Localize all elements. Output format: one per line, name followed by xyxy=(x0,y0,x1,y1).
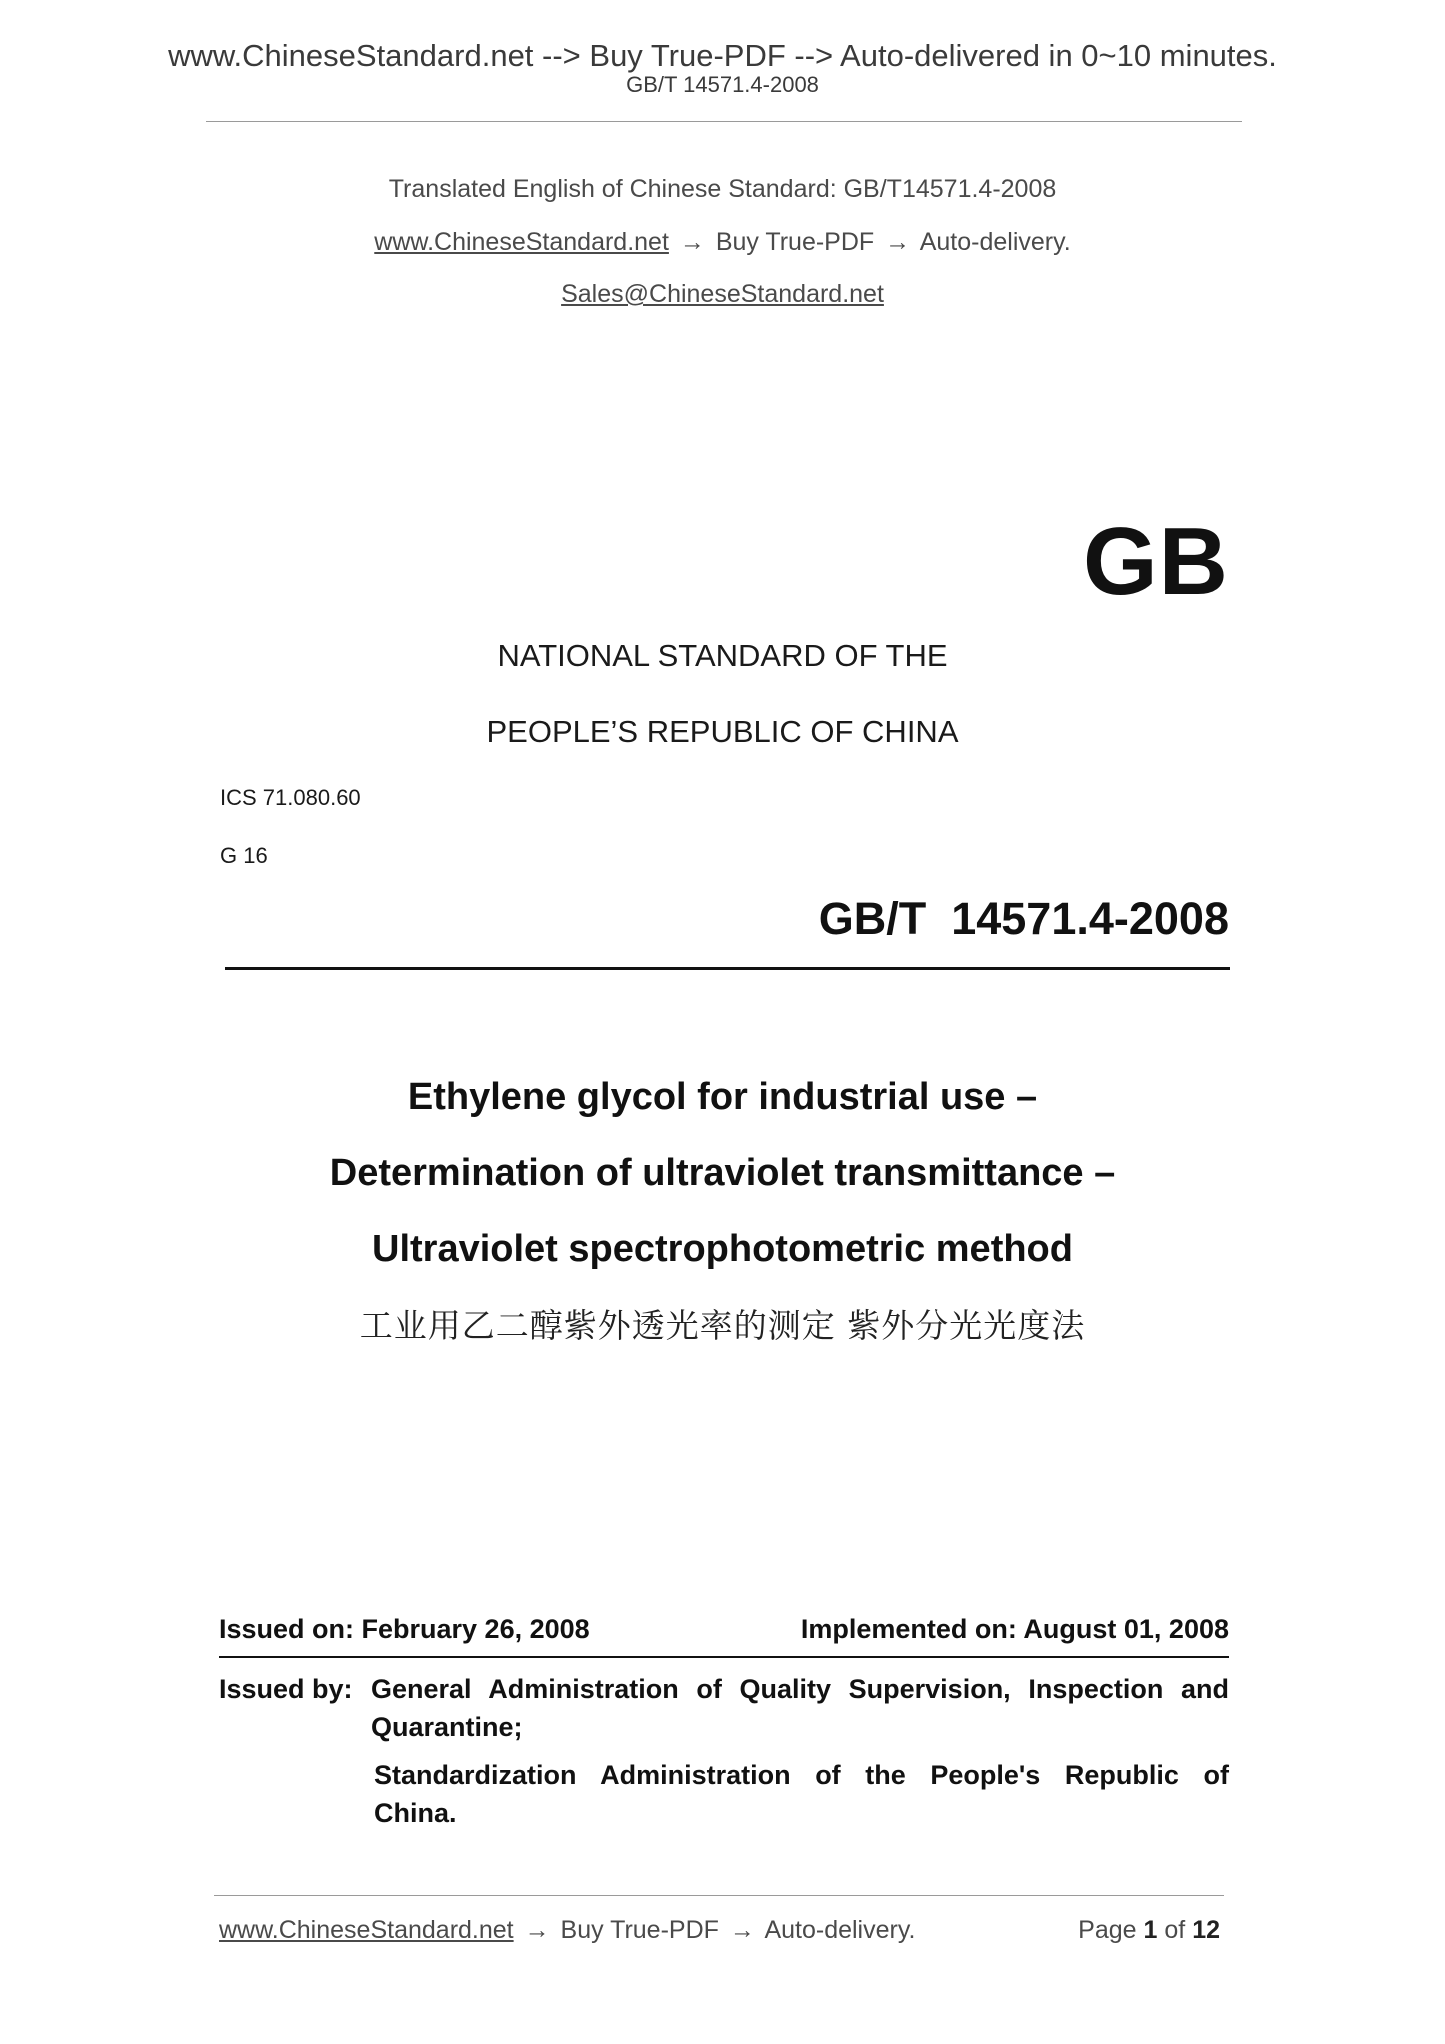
footer-buy-text: Buy True-PDF xyxy=(560,1916,719,1944)
top-banner: www.ChineseStandard.net --> Buy True-PDF --> Auto-delivered in 0~10 minutes. xyxy=(168,38,1277,73)
buy-text: Buy True-PDF xyxy=(715,228,875,256)
arrow-right-icon: → xyxy=(729,1916,755,1944)
of-label: of xyxy=(1164,1916,1186,1944)
issued-on-date: Issued on: February 26, 2008 xyxy=(219,1614,590,1644)
sales-email-link[interactable]: Sales@ChineseStandard.net xyxy=(561,280,884,308)
page-total: 12 xyxy=(1192,1916,1220,1944)
issued-divider xyxy=(219,1656,1229,1658)
national-standard-line1: NATIONAL STANDARD OF THE xyxy=(497,638,948,673)
translated-notice: Translated English of Chinese Standard: GB/T14571.4-2008 xyxy=(388,175,1057,203)
issuing-org-1 xyxy=(371,1670,1229,1746)
page-indicator xyxy=(1078,1915,1220,1945)
footer-site-link[interactable]: www.ChineseStandard.net xyxy=(219,1916,514,1944)
footer-auto-delivery-text: Auto-delivery. xyxy=(764,1916,916,1944)
standard-number-divider xyxy=(225,967,1230,970)
site-link[interactable]: www.ChineseStandard.net xyxy=(374,228,669,256)
ics-code: ICS 71.080.60 xyxy=(220,785,361,810)
issuing-org-1-line1: General Administration of Quality Supervision, Inspection and xyxy=(371,1674,1229,1704)
issuing-org-2 xyxy=(374,1756,1229,1832)
document-title-chinese: 工业用乙二醇紫外透光率的测定 紫外分光光度法 xyxy=(359,1306,1086,1345)
issuing-org-2-line1: Standardization Administration of the People's Republic of xyxy=(374,1760,1229,1790)
implemented-on-date: Implemented on: August 01, 2008 xyxy=(800,1614,1229,1644)
national-standard-line2: PEOPLE’S REPUBLIC OF CHINA xyxy=(486,714,959,749)
arrow-right-icon: → xyxy=(524,1916,550,1944)
issued-by-label: Issued by: xyxy=(219,1674,353,1704)
footer-purchase-line xyxy=(219,1915,915,1945)
footer-divider xyxy=(214,1895,1224,1896)
page-label: Page xyxy=(1078,1916,1137,1944)
header-divider xyxy=(206,121,1242,122)
email-line xyxy=(0,279,1445,309)
purchase-line xyxy=(0,227,1445,257)
auto-delivery-text: Auto-delivery. xyxy=(919,228,1071,256)
arrow-right-icon: → xyxy=(885,228,911,256)
document-title-line1: Ethylene glycol for industrial use – xyxy=(407,1076,1038,1118)
issuing-org-1-line2: Quarantine; xyxy=(371,1712,523,1742)
page-current: 1 xyxy=(1143,1916,1158,1944)
running-header-doc-id: GB/T 14571.4-2008 xyxy=(626,72,819,97)
ccs-code: G 16 xyxy=(220,843,268,868)
document-title-line2: Determination of ultraviolet transmittance – xyxy=(329,1152,1116,1194)
standard-number: GB/T 14571.4-2008 xyxy=(818,893,1229,944)
gb-logo: GB xyxy=(1083,508,1229,615)
arrow-right-icon: → xyxy=(679,228,705,256)
issuing-org-2-line2: China. xyxy=(374,1798,457,1828)
document-title-line3: Ultraviolet spectrophotometric method xyxy=(372,1228,1073,1270)
